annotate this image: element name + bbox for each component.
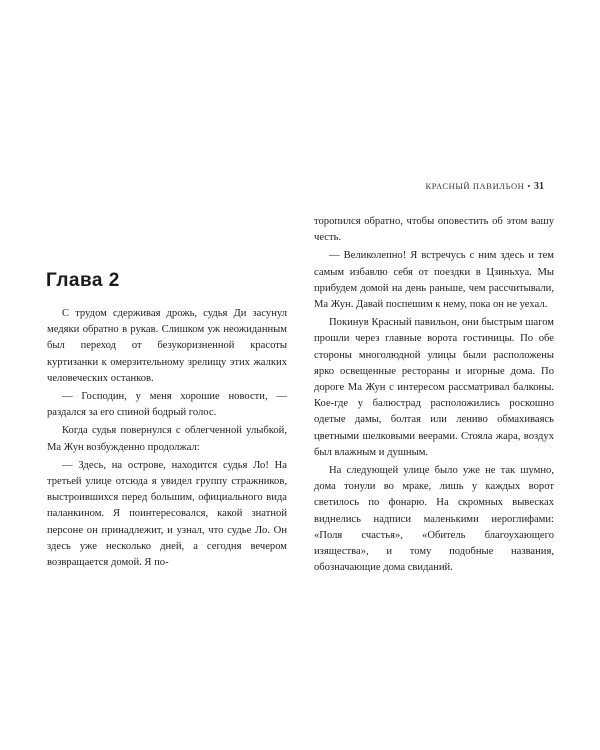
paragraph: — Здесь, на острове, находится судья Ло! На третьей улице отсюда я увидел группу стражников, выстроившихся перед большим, официального вида паланкином. Я поинтересовался, какой знатной персоне он принадлежит, и узнал, что судье Ло. Он здесь уже несколько дней, а сегодня вечером возвращается домой. Я по- <box>47 459 287 569</box>
left-text-column <box>47 306 287 571</box>
running-head-separator: • <box>527 181 531 191</box>
paragraph: На следующей улице было уже не так шумно, дома тонули во мраке, лишь у каждых ворот светилось по фонарю. На скромных вывесках виднелись надписи маленькими иероглифами: «Поля счастья», «Обитель благоухающего изящества», и тому подобные названия, обозначающие дома свиданий. <box>314 465 554 574</box>
paragraph: — Великолепно! Я встречусь с ним здесь и тем самым избавлю себя от поездки в Цзиньхуа. Мы прибудем домой на день раньше, чем рассчитывали, Ма Жун. Давай поспешим к нему, пока он не уехал. <box>314 250 554 311</box>
paragraph: — Господин, у меня хорошие новости, — раздался за его спиной бодрый голос. <box>47 391 287 419</box>
running-head <box>426 181 544 192</box>
paragraph-continuation: торопился обратно, чтобы оповестить об этом вашу честь. <box>314 216 554 244</box>
paragraph: Когда судья повернулся с облегченной улыбкой, Ма Жун возбужденно продолжал: <box>47 425 287 453</box>
chapter-title: Глава 2 <box>46 270 120 291</box>
running-head-title: КРАСНЫЙ ПАВИЛЬОН <box>425 181 525 191</box>
page-number: 31 <box>534 181 544 192</box>
right-text-column <box>314 214 554 576</box>
paragraph: Покинув Красный павильон, они быстрым шагом прошли через главные ворота гостиницы. По обе стороны многолюдной улицы были расположены ярко освещенные рестораны и игорные дома. По дороге Ма Жун с интересом рассматривал балконы. Кое-где у балюстрад расположились роскошно одетые дамы, болтая или лениво обмахиваясь цветными шелковыми веерами. Стояла жара, воздух был влажным и душным. <box>314 317 554 458</box>
paragraph: С трудом сдерживая дрожь, судья Ди засунул медяки обратно в рукав. Слишком уж неожиданным был переход от безукоризненной красоты куртизанки к омерзительному зрелищу этих жалких человеческих останков. <box>47 308 287 384</box>
